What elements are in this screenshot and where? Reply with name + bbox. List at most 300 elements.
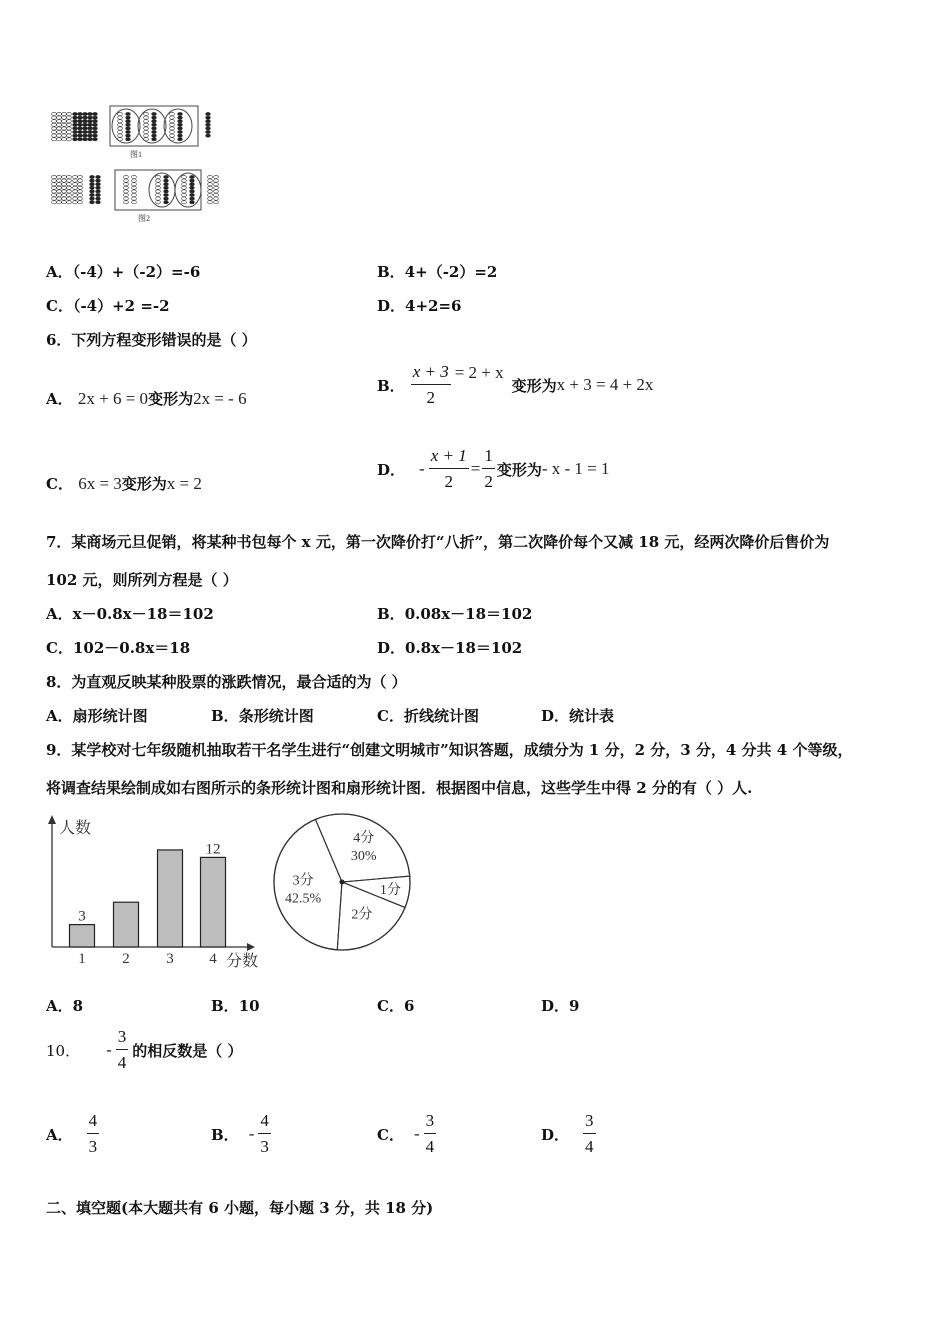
abacus-bead [52, 127, 57, 130]
abacus-bead [208, 190, 213, 193]
equation-rhs: - x - 1 = 1 [541, 459, 610, 479]
abacus-bead [67, 175, 72, 178]
abacus-bead [178, 123, 183, 126]
abacus-bead [126, 123, 131, 126]
bar-1 [70, 925, 95, 947]
abacus-bead [57, 175, 62, 178]
abacus-bead [182, 201, 187, 204]
option-letter: A． [46, 1125, 73, 1144]
abacus-bead [73, 186, 78, 189]
abacus-bead [67, 183, 72, 186]
slice-label: 4分 [353, 830, 375, 846]
abacus-bead [214, 190, 219, 193]
q7-option-a[interactable] [46, 603, 214, 624]
abacus-bead [83, 138, 88, 141]
abacus-bead [152, 127, 157, 130]
abacus-bead [93, 130, 98, 133]
q5-option-d[interactable] [377, 295, 461, 316]
abacus-bead [124, 183, 129, 186]
abacus-bead [62, 120, 67, 123]
q8-option-c[interactable] [377, 705, 479, 726]
q7-option-c[interactable] [46, 637, 190, 658]
abacus-bead [208, 183, 213, 186]
q7-option-d[interactable] [377, 637, 522, 658]
abacus-bead [190, 175, 195, 178]
fraction [583, 1111, 596, 1158]
abacus-bead [57, 201, 62, 204]
option-text: （-4）+2 =-2 [72, 297, 170, 315]
abacus-bead [67, 112, 72, 115]
abacus-bead [178, 130, 183, 133]
abacus-bead [88, 138, 93, 141]
abacus-bead [78, 186, 83, 189]
option-letter: B． [377, 263, 405, 281]
q8-option-a[interactable] [46, 705, 148, 726]
equals-sign: = [470, 459, 481, 479]
fraction-numerator: x + 3 [411, 362, 451, 385]
abacus-bead [152, 112, 157, 115]
transform-word: 变形为 [148, 390, 194, 408]
fraction-denominator: 2 [444, 472, 453, 492]
abacus-figure [48, 104, 233, 229]
option-text: 0.08x－18＝102 [404, 605, 533, 623]
q8-option-d[interactable] [541, 705, 614, 726]
abacus-bead [52, 138, 57, 141]
abacus-bead [214, 193, 219, 196]
abacus-bead [90, 193, 95, 196]
abacus-bead [67, 138, 72, 141]
abacus-bead [57, 138, 62, 141]
abacus-bead [144, 130, 149, 133]
abacus-bead [152, 130, 157, 133]
transform-word: 变形为 [511, 376, 557, 395]
abacus-bead [83, 112, 88, 115]
abacus-bead [78, 123, 83, 126]
fraction-numerator: 3 [583, 1111, 596, 1134]
abacus-bead [73, 116, 78, 119]
abacus-bead [126, 112, 131, 115]
abacus-bead [144, 123, 149, 126]
pie-chart [268, 812, 418, 957]
abacus-bead [88, 112, 93, 115]
fraction [258, 1111, 271, 1158]
abacus-bead [96, 201, 101, 204]
abacus-bead [170, 130, 175, 133]
abacus-bead [52, 197, 57, 200]
abacus-bead [57, 112, 62, 115]
abacus-bead [96, 186, 101, 189]
abacus-bead [190, 201, 195, 204]
option-letter: B． [211, 1125, 239, 1144]
abacus-bead [156, 183, 161, 186]
abacus-bead [78, 183, 83, 186]
minus-sign: - [413, 1124, 420, 1144]
abacus-bead [156, 186, 161, 189]
abacus-bead [124, 175, 129, 178]
slice-label: 2分 [351, 907, 373, 923]
minus-sign: - [419, 459, 425, 479]
abacus-bead [118, 116, 123, 119]
abacus-bead [73, 190, 78, 193]
fraction-denominator: 2 [426, 388, 435, 408]
abacus-bead [170, 120, 175, 123]
abacus-bead [132, 193, 137, 196]
x-tick-label: 3 [166, 951, 174, 967]
option-letter: B． [211, 997, 239, 1015]
abacus-bead [182, 193, 187, 196]
option-text: 8 [72, 997, 84, 1015]
abacus-bead [52, 175, 57, 178]
abacus-bead [52, 193, 57, 196]
abacus-bead [67, 130, 72, 133]
abacus-bead [156, 193, 161, 196]
abacus-bead [57, 120, 62, 123]
abacus-bead [124, 179, 129, 182]
abacus-bead [83, 130, 88, 133]
fraction-numerator: x + 1 [429, 446, 469, 469]
option-letter: B． [377, 376, 405, 395]
q6-option-d[interactable] [377, 446, 610, 493]
abacus-bead [88, 123, 93, 126]
q7-option-b[interactable] [377, 603, 532, 624]
abacus-bead [62, 123, 67, 126]
bar-marks [70, 841, 226, 967]
abacus-bead [62, 127, 67, 130]
abacus-bead [62, 138, 67, 141]
abacus-bead [57, 193, 62, 196]
equation-rhs: x = 2 [166, 474, 202, 493]
option-text: x－0.8x－18＝102 [72, 605, 214, 623]
abacus-bead [178, 116, 183, 119]
option-letter: A． [46, 263, 73, 281]
option-text: 102－0.8x＝18 [72, 639, 191, 657]
abacus-bead [73, 130, 78, 133]
abacus-bead [57, 134, 62, 137]
abacus-bead [144, 112, 149, 115]
abacus-bead [73, 193, 78, 196]
abacus-bead [118, 123, 123, 126]
abacus-bead [67, 116, 72, 119]
option-text: 9 [569, 997, 580, 1015]
abacus-bead [67, 120, 72, 123]
abacus-bead [78, 130, 83, 133]
x-tick-label: 1 [78, 951, 86, 967]
option-letter: D． [541, 1125, 570, 1144]
q6-option-b[interactable] [377, 362, 653, 409]
abacus-bead [118, 134, 123, 137]
abacus-bead [93, 112, 98, 115]
abacus-bead [206, 116, 211, 119]
y-axis-arrow [48, 815, 56, 824]
q6-option-a[interactable] [46, 388, 247, 409]
abacus-bead [126, 130, 131, 133]
abacus-bead [152, 123, 157, 126]
abacus-bead [208, 201, 213, 204]
abacus-bead [90, 201, 95, 204]
abacus-bead [62, 193, 67, 196]
fraction [411, 362, 451, 409]
abacus-bead [78, 175, 83, 178]
abacus-bead [62, 112, 67, 115]
q5-option-a[interactable] [46, 261, 200, 282]
abacus-bead [62, 130, 67, 133]
abacus-bead [132, 175, 137, 178]
abacus-bead [132, 197, 137, 200]
q5-option-b[interactable] [377, 261, 497, 282]
abacus-bead [52, 190, 57, 193]
abacus-bead [73, 183, 78, 186]
fraction-denominator: 2 [484, 472, 493, 492]
abacus-bead [182, 179, 187, 182]
minus-sign: - [106, 1040, 112, 1060]
q7-stem-line1: 7．某商场元旦促销，将某种书包每个 x 元，第一次降价打“八折”，第二次降价每个又减 18 元，经两次降价后售价为 [46, 533, 830, 551]
abacus-bead [156, 179, 161, 182]
abacus-bead [62, 183, 67, 186]
q9-option-d[interactable] [541, 995, 579, 1016]
abacus-bead [78, 138, 83, 141]
abacus-bead [93, 120, 98, 123]
abacus-bead [62, 197, 67, 200]
abacus-bead [214, 183, 219, 186]
abacus-bead [124, 186, 129, 189]
abacus-bead [190, 186, 195, 189]
q6-option-c[interactable] [46, 473, 202, 494]
abacus-bead [132, 190, 137, 193]
abacus-bead [93, 138, 98, 141]
option-text: 4+2=6 [405, 297, 462, 315]
q5-option-c[interactable] [46, 295, 170, 316]
abacus-bead [170, 127, 175, 130]
q9-stem-line1: 9．某学校对七年级随机抽取若干名学生进行“创建文明城市”知识答题，成绩分为 1 分，2 分，3 分，4 分共 4 个等级， [46, 741, 853, 759]
abacus-bead [52, 183, 57, 186]
abacus-bead [57, 179, 62, 182]
abacus-bead [57, 130, 62, 133]
option-letter: A． [46, 707, 73, 725]
abacus-bead [78, 116, 83, 119]
abacus-bead [73, 120, 78, 123]
abacus-bead [52, 112, 57, 115]
option-text: 条形统计图 [238, 707, 314, 725]
q9-option-a[interactable] [46, 995, 83, 1016]
abacus-bead [156, 197, 161, 200]
fraction-numerator: 1 [482, 446, 495, 469]
abacus-bead [57, 197, 62, 200]
abacus-bead [126, 138, 131, 141]
abacus-fig2-caption: 图2 [138, 214, 150, 223]
abacus-bead [73, 123, 78, 126]
abacus-bead [208, 179, 213, 182]
abacus-bead [152, 120, 157, 123]
abacus-bead [214, 186, 219, 189]
slice-label: 1分 [379, 883, 401, 899]
option-letter: C． [377, 707, 404, 725]
bar-2 [114, 902, 139, 947]
abacus-bead [124, 197, 129, 200]
option-letter: D． [377, 297, 406, 315]
option-text: 扇形统计图 [72, 707, 148, 725]
q10-option-c[interactable] [377, 1111, 436, 1158]
q8-option-b[interactable] [211, 705, 314, 726]
option-text: 0.8x－18＝102 [405, 639, 523, 657]
q10-option-b[interactable] [211, 1111, 271, 1158]
abacus-bead [78, 197, 83, 200]
abacus-bead [57, 123, 62, 126]
pie-marks [274, 814, 410, 950]
abacus-bead [182, 175, 187, 178]
q7-stem-line2: 102 元，则所列方程是（ ） [46, 571, 238, 589]
abacus-bead [90, 190, 95, 193]
abacus-bead [126, 134, 131, 137]
option-text: 4+（-2）=2 [404, 263, 498, 281]
transform-word: 变形为 [121, 475, 167, 493]
option-letter: A． [46, 605, 73, 623]
q8-stem: 8．为直观反映某种股票的涨跌情况，最合适的为（ ） [46, 673, 407, 691]
fraction-numerator: 3 [424, 1111, 437, 1134]
abacus-bead [62, 186, 67, 189]
abacus-bead [67, 201, 72, 204]
abacus-bead [126, 116, 131, 119]
abacus-bead [73, 134, 78, 137]
abacus-bead [73, 127, 78, 130]
abacus-bead [62, 179, 67, 182]
abacus-bead [88, 116, 93, 119]
fraction [424, 1111, 437, 1158]
abacus-bead [190, 197, 195, 200]
abacus-bead [206, 127, 211, 130]
fraction-denominator: 4 [585, 1137, 594, 1157]
option-letter: D． [377, 460, 406, 479]
option-letter: A． [46, 997, 73, 1015]
abacus-bead [164, 193, 169, 196]
option-text: 10 [238, 997, 260, 1015]
pie-center [340, 880, 345, 885]
data-label: 12 [205, 841, 221, 858]
option-letter: C． [46, 475, 73, 493]
abacus-bead [118, 120, 123, 123]
abacus-bead [208, 197, 213, 200]
abacus-bead [78, 134, 83, 137]
abacus-bead [78, 127, 83, 130]
abacus-bead [96, 197, 101, 200]
abacus-bead [126, 127, 131, 130]
abacus-bead [83, 120, 88, 123]
abacus-bead [156, 190, 161, 193]
abacus-bead [67, 193, 72, 196]
option-text: 6 [403, 997, 415, 1015]
fraction [482, 446, 495, 493]
abacus-bead [144, 134, 149, 137]
abacus-bead [78, 120, 83, 123]
abacus-bead [156, 175, 161, 178]
abacus-bead [178, 112, 183, 115]
abacus-bead [73, 179, 78, 182]
abacus-bead [164, 201, 169, 204]
abacus-bead [52, 130, 57, 133]
abacus-bead [90, 183, 95, 186]
transform-word: 变形为 [496, 460, 542, 479]
abacus-bead [90, 197, 95, 200]
data-label: 3 [78, 908, 86, 925]
q9-option-c[interactable] [377, 995, 414, 1016]
option-letter: C． [46, 639, 73, 657]
abacus-fig2-ring [175, 173, 201, 207]
abacus-fig2-ring [149, 173, 175, 207]
slice-percent: 30% [350, 848, 377, 864]
abacus-bead [182, 197, 187, 200]
abacus-bead [214, 175, 219, 178]
abacus-bead [178, 120, 183, 123]
abacus-bead [144, 127, 149, 130]
abacus-bead [73, 138, 78, 141]
abacus-bead [170, 134, 175, 137]
abacus-bead [73, 112, 78, 115]
abacus-bead [93, 116, 98, 119]
bar-3 [158, 850, 183, 947]
abacus-bead [52, 116, 57, 119]
abacus-bead [190, 183, 195, 186]
abacus-bead [52, 186, 57, 189]
abacus-bead [78, 193, 83, 196]
abacus-bead [118, 130, 123, 133]
fraction [429, 446, 469, 493]
option-letter: B． [377, 605, 405, 623]
q9-option-b[interactable] [211, 995, 260, 1016]
abacus-bead [57, 116, 62, 119]
abacus-bead [96, 190, 101, 193]
abacus-bead [118, 112, 123, 115]
q10-option-d[interactable] [541, 1111, 596, 1158]
abacus-bead [88, 120, 93, 123]
abacus-bead [62, 116, 67, 119]
abacus-bead [170, 112, 175, 115]
abacus-bead [57, 127, 62, 130]
abacus-bead [132, 186, 137, 189]
abacus-bead [214, 201, 219, 204]
abacus-bead [164, 186, 169, 189]
abacus-bead [96, 193, 101, 196]
abacus-bead [67, 190, 72, 193]
x-tick-label: 2 [122, 951, 130, 967]
abacus-bead [96, 183, 101, 186]
abacus-bead [52, 134, 57, 137]
abacus-bead [132, 183, 137, 186]
minus-sign: - [248, 1124, 255, 1144]
abacus-bead [83, 134, 88, 137]
abacus-bead [124, 190, 129, 193]
abacus-bead [78, 179, 83, 182]
abacus-bead [83, 116, 88, 119]
abacus-fig1 [52, 112, 211, 140]
option-letter: A． [46, 390, 73, 408]
fraction-denominator: 4 [117, 1053, 127, 1073]
abacus-bead [78, 201, 83, 204]
abacus-bead [52, 179, 57, 182]
abacus-bead [164, 175, 169, 178]
abacus-bead [62, 134, 67, 137]
abacus-bead [67, 186, 72, 189]
option-letter: D． [377, 639, 406, 657]
q10-option-a[interactable] [46, 1111, 99, 1158]
abacus-bead [83, 123, 88, 126]
abacus-bead [190, 190, 195, 193]
abacus-bead [52, 123, 57, 126]
equation-lhs: 6x = 3 [78, 474, 122, 493]
abacus-bead [78, 112, 83, 115]
option-letter: D． [541, 707, 570, 725]
abacus-bead [62, 201, 67, 204]
abacus-bead [67, 123, 72, 126]
abacus-bead [206, 112, 211, 115]
